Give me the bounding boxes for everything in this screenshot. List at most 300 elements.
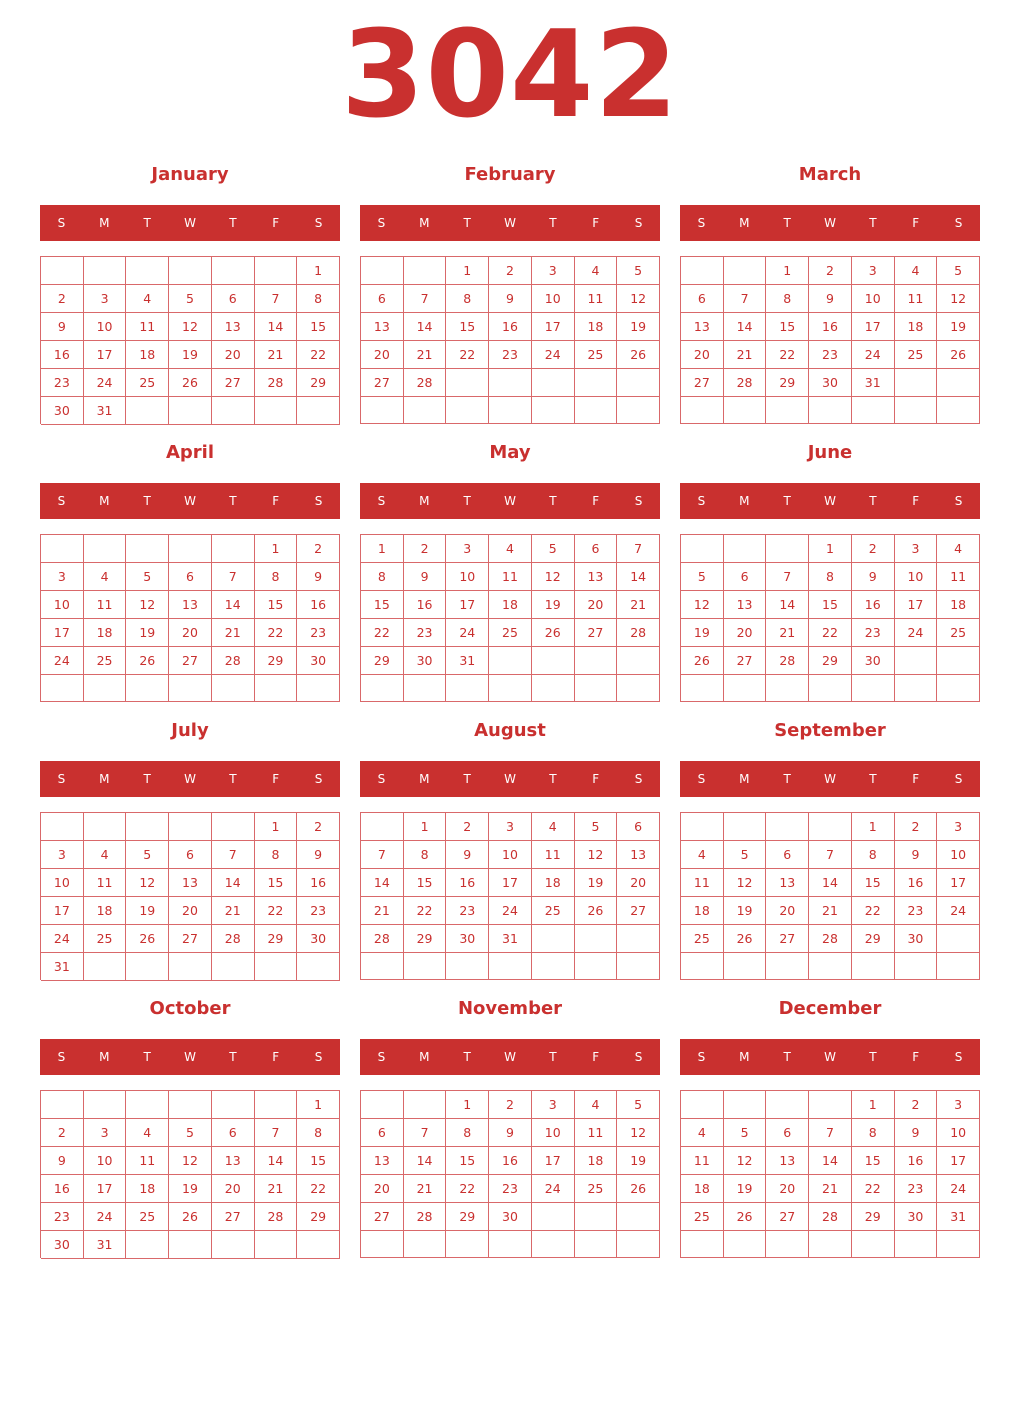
day-cell (895, 369, 938, 397)
day-cell (126, 1091, 169, 1119)
day-cell: 2 (489, 1091, 532, 1119)
day-cell (937, 647, 980, 675)
day-cell: 19 (724, 1175, 767, 1203)
day-cell (446, 953, 489, 980)
day-cell: 17 (532, 1147, 575, 1175)
day-cell: 9 (852, 563, 895, 591)
day-cell (617, 953, 660, 980)
day-cell: 28 (809, 925, 852, 953)
weekday-header (680, 1039, 980, 1075)
day-cell: 13 (766, 1147, 809, 1175)
day-cell: 9 (297, 841, 340, 869)
day-cell (809, 1091, 852, 1119)
day-cell: 1 (361, 535, 404, 563)
day-cell: 21 (766, 619, 809, 647)
day-cell: 25 (937, 619, 980, 647)
day-cell: 23 (297, 619, 340, 647)
day-cell: 2 (489, 257, 532, 285)
day-cell: 3 (937, 1091, 980, 1119)
day-cell: 21 (809, 1175, 852, 1203)
day-cell: 12 (126, 591, 169, 619)
day-cell: 29 (255, 647, 298, 675)
day-cell: 24 (895, 619, 938, 647)
day-cell (212, 397, 255, 425)
day-cell: 16 (41, 1175, 84, 1203)
day-cell: 20 (617, 869, 660, 897)
weekday-label: S (57, 772, 66, 786)
day-cell: 19 (681, 619, 724, 647)
day-cell (809, 953, 852, 980)
day-cell: 14 (212, 591, 255, 619)
weekday-label: F (912, 772, 920, 786)
weekday-label: T (229, 494, 237, 508)
weekday-label: S (314, 494, 323, 508)
day-cell (766, 1091, 809, 1119)
day-cell: 22 (297, 1175, 340, 1203)
weekday-label: M (739, 216, 750, 230)
day-cell: 23 (895, 1175, 938, 1203)
day-cell: 4 (489, 535, 532, 563)
day-cell (681, 953, 724, 980)
weekday-label: S (954, 216, 963, 230)
weekday-label: F (912, 494, 920, 508)
day-cell (575, 397, 618, 424)
day-cell (84, 953, 127, 981)
day-grid (680, 812, 980, 980)
day-cell: 17 (489, 869, 532, 897)
weekday-label: T (143, 772, 151, 786)
day-cell: 23 (41, 1203, 84, 1231)
day-cell (361, 675, 404, 702)
weekday-label: M (739, 772, 750, 786)
day-cell: 13 (724, 591, 767, 619)
day-cell: 5 (724, 1119, 767, 1147)
day-cell: 27 (212, 1203, 255, 1231)
day-cell: 16 (852, 591, 895, 619)
day-cell: 12 (169, 313, 212, 341)
day-cell (446, 369, 489, 397)
weekday-label: S (697, 1050, 706, 1064)
day-cell: 20 (212, 341, 255, 369)
weekday-label: S (57, 494, 66, 508)
day-cell (937, 925, 980, 953)
weekday-label: T (783, 216, 791, 230)
day-cell: 10 (41, 591, 84, 619)
day-cell: 4 (126, 1119, 169, 1147)
day-cell: 13 (361, 1147, 404, 1175)
day-cell: 19 (937, 313, 980, 341)
day-cell (169, 813, 212, 841)
day-cell (681, 813, 724, 841)
day-cell: 23 (489, 341, 532, 369)
day-cell (681, 1091, 724, 1119)
weekday-label: T (143, 1050, 151, 1064)
day-cell: 26 (169, 1203, 212, 1231)
weekday-label: M (739, 494, 750, 508)
day-cell: 7 (404, 285, 447, 313)
day-cell: 9 (489, 285, 532, 313)
day-cell: 26 (575, 897, 618, 925)
day-grid (360, 1090, 660, 1258)
day-cell: 13 (169, 869, 212, 897)
day-cell: 6 (724, 563, 767, 591)
day-cell: 30 (852, 647, 895, 675)
day-cell (852, 1231, 895, 1258)
day-cell: 3 (532, 1091, 575, 1119)
day-cell: 2 (852, 535, 895, 563)
weekday-label: F (272, 494, 280, 508)
day-cell: 4 (84, 563, 127, 591)
day-cell (532, 1231, 575, 1258)
day-cell: 31 (84, 397, 127, 425)
day-cell: 15 (766, 313, 809, 341)
day-cell: 19 (575, 869, 618, 897)
day-grid (680, 534, 980, 702)
day-cell (681, 675, 724, 702)
weekday-label: F (272, 1050, 280, 1064)
day-cell (361, 257, 404, 285)
weekday-label: W (824, 216, 836, 230)
day-cell (575, 675, 618, 702)
day-cell: 8 (852, 1119, 895, 1147)
day-cell (212, 675, 255, 702)
day-grid (40, 812, 340, 980)
day-cell (575, 369, 618, 397)
day-cell: 25 (126, 369, 169, 397)
day-grid (40, 256, 340, 424)
day-cell: 5 (126, 841, 169, 869)
day-cell (212, 257, 255, 285)
day-cell: 12 (126, 869, 169, 897)
day-cell: 28 (724, 369, 767, 397)
day-cell: 10 (84, 1147, 127, 1175)
day-cell (297, 1231, 340, 1259)
day-cell: 28 (766, 647, 809, 675)
weekday-label: M (419, 1050, 430, 1064)
day-cell (681, 535, 724, 563)
weekday-label: M (419, 216, 430, 230)
weekday-label: F (912, 216, 920, 230)
day-cell: 30 (489, 1203, 532, 1231)
day-cell (895, 1231, 938, 1258)
day-cell (617, 397, 660, 424)
day-cell: 24 (84, 1203, 127, 1231)
day-cell: 9 (297, 563, 340, 591)
day-cell: 11 (84, 869, 127, 897)
month-name: June (807, 442, 853, 463)
day-cell: 1 (446, 1091, 489, 1119)
day-cell (575, 647, 618, 675)
day-cell: 11 (575, 285, 618, 313)
day-cell (41, 675, 84, 702)
day-cell: 8 (404, 841, 447, 869)
day-cell: 2 (809, 257, 852, 285)
day-cell (41, 1091, 84, 1119)
day-cell: 21 (404, 341, 447, 369)
day-cell (937, 1231, 980, 1258)
day-cell (446, 675, 489, 702)
day-cell: 2 (404, 535, 447, 563)
day-cell (297, 397, 340, 425)
weekday-header (360, 761, 660, 797)
day-cell: 20 (361, 341, 404, 369)
day-cell (255, 397, 298, 425)
day-cell: 16 (489, 313, 532, 341)
day-cell: 15 (852, 869, 895, 897)
day-cell: 4 (681, 841, 724, 869)
day-cell (937, 397, 980, 424)
day-cell: 18 (84, 897, 127, 925)
day-cell (724, 675, 767, 702)
day-cell: 31 (937, 1203, 980, 1231)
day-cell (766, 535, 809, 563)
day-cell: 8 (297, 285, 340, 313)
day-cell (575, 1231, 618, 1258)
day-cell: 27 (724, 647, 767, 675)
day-cell: 25 (84, 647, 127, 675)
weekday-label: S (314, 772, 323, 786)
weekday-label: M (99, 1050, 110, 1064)
day-cell (404, 257, 447, 285)
day-cell: 9 (446, 841, 489, 869)
day-cell: 20 (724, 619, 767, 647)
day-cell: 24 (41, 925, 84, 953)
day-cell: 14 (404, 1147, 447, 1175)
day-cell: 30 (41, 1231, 84, 1259)
weekday-label: T (463, 216, 471, 230)
day-cell: 13 (681, 313, 724, 341)
day-cell: 7 (724, 285, 767, 313)
day-cell (84, 1091, 127, 1119)
day-cell: 20 (681, 341, 724, 369)
day-cell: 30 (446, 925, 489, 953)
weekday-label: T (783, 772, 791, 786)
day-cell: 12 (169, 1147, 212, 1175)
weekday-label: S (954, 772, 963, 786)
day-cell (84, 675, 127, 702)
day-cell: 8 (446, 1119, 489, 1147)
day-cell: 1 (255, 535, 298, 563)
day-cell (617, 675, 660, 702)
day-cell: 6 (681, 285, 724, 313)
day-cell (126, 535, 169, 563)
weekday-label: S (697, 216, 706, 230)
day-cell: 15 (446, 313, 489, 341)
weekday-header (40, 483, 340, 519)
day-cell: 24 (532, 1175, 575, 1203)
weekday-header (680, 761, 980, 797)
day-cell: 5 (126, 563, 169, 591)
day-cell: 7 (255, 285, 298, 313)
weekday-label: W (824, 772, 836, 786)
weekday-label: T (463, 772, 471, 786)
day-cell (575, 1203, 618, 1231)
day-cell (895, 397, 938, 424)
day-cell: 6 (361, 285, 404, 313)
weekday-header (360, 1039, 660, 1075)
day-cell: 18 (575, 1147, 618, 1175)
day-cell: 12 (724, 1147, 767, 1175)
month-name: August (474, 720, 546, 741)
day-cell (361, 953, 404, 980)
day-cell: 18 (84, 619, 127, 647)
day-cell (532, 675, 575, 702)
day-cell: 3 (41, 841, 84, 869)
weekday-label: W (184, 494, 196, 508)
weekday-label: T (229, 772, 237, 786)
day-cell: 10 (937, 1119, 980, 1147)
day-cell (617, 1203, 660, 1231)
day-cell: 29 (404, 925, 447, 953)
day-cell: 26 (532, 619, 575, 647)
day-cell: 21 (212, 897, 255, 925)
day-cell: 24 (532, 341, 575, 369)
day-cell: 13 (212, 1147, 255, 1175)
day-cell: 16 (895, 1147, 938, 1175)
day-cell: 7 (404, 1119, 447, 1147)
day-cell: 21 (724, 341, 767, 369)
day-cell: 13 (766, 869, 809, 897)
day-cell: 8 (297, 1119, 340, 1147)
weekday-label: S (314, 1050, 323, 1064)
month-name: February (464, 164, 556, 185)
day-cell: 26 (617, 1175, 660, 1203)
day-cell: 11 (84, 591, 127, 619)
day-cell: 16 (895, 869, 938, 897)
weekday-header (40, 761, 340, 797)
day-cell (724, 813, 767, 841)
day-cell (297, 675, 340, 702)
day-cell (169, 1091, 212, 1119)
day-cell: 14 (766, 591, 809, 619)
day-cell (617, 925, 660, 953)
day-cell: 17 (937, 869, 980, 897)
day-cell: 19 (617, 1147, 660, 1175)
day-cell: 18 (489, 591, 532, 619)
day-cell: 27 (617, 897, 660, 925)
day-cell: 15 (852, 1147, 895, 1175)
day-cell: 27 (169, 925, 212, 953)
day-cell: 15 (361, 591, 404, 619)
day-cell (404, 953, 447, 980)
day-cell: 19 (126, 897, 169, 925)
day-cell: 31 (852, 369, 895, 397)
day-cell: 4 (84, 841, 127, 869)
day-cell (212, 1091, 255, 1119)
day-cell: 8 (446, 285, 489, 313)
day-cell: 21 (255, 341, 298, 369)
day-cell: 15 (809, 591, 852, 619)
weekday-label: F (272, 216, 280, 230)
day-cell: 31 (446, 647, 489, 675)
day-cell (84, 535, 127, 563)
day-cell: 11 (532, 841, 575, 869)
day-cell: 4 (575, 257, 618, 285)
month-name: May (489, 442, 531, 463)
day-cell: 7 (361, 841, 404, 869)
day-cell: 16 (489, 1147, 532, 1175)
day-cell: 21 (404, 1175, 447, 1203)
day-cell: 2 (297, 813, 340, 841)
day-cell (84, 257, 127, 285)
day-cell (489, 953, 532, 980)
day-cell: 24 (489, 897, 532, 925)
day-cell: 9 (41, 1147, 84, 1175)
day-cell: 30 (895, 925, 938, 953)
day-cell (809, 813, 852, 841)
day-cell: 19 (126, 619, 169, 647)
day-cell: 6 (766, 1119, 809, 1147)
day-cell: 17 (852, 313, 895, 341)
day-grid (40, 1090, 340, 1258)
weekday-label: W (504, 494, 516, 508)
day-cell (489, 675, 532, 702)
day-cell: 24 (852, 341, 895, 369)
day-cell: 14 (255, 313, 298, 341)
day-cell: 10 (41, 869, 84, 897)
day-cell: 3 (446, 535, 489, 563)
day-cell: 3 (852, 257, 895, 285)
day-cell (212, 1231, 255, 1259)
day-cell: 6 (766, 841, 809, 869)
weekday-label: S (954, 494, 963, 508)
day-cell: 27 (575, 619, 618, 647)
day-cell: 1 (297, 257, 340, 285)
day-cell: 2 (895, 813, 938, 841)
weekday-label: S (634, 494, 643, 508)
day-cell: 16 (41, 341, 84, 369)
day-cell (446, 1231, 489, 1258)
day-cell: 17 (446, 591, 489, 619)
day-cell (212, 953, 255, 981)
day-cell: 8 (255, 563, 298, 591)
day-cell: 9 (489, 1119, 532, 1147)
day-cell (126, 1231, 169, 1259)
weekday-header (360, 205, 660, 241)
day-cell (169, 1231, 212, 1259)
day-cell: 18 (126, 341, 169, 369)
day-cell: 12 (575, 841, 618, 869)
day-cell: 1 (852, 1091, 895, 1119)
day-cell (532, 1203, 575, 1231)
day-cell (766, 397, 809, 424)
day-cell: 22 (809, 619, 852, 647)
day-cell: 19 (724, 897, 767, 925)
day-cell: 20 (575, 591, 618, 619)
weekday-label: S (57, 1050, 66, 1064)
day-cell: 26 (169, 369, 212, 397)
day-cell: 22 (297, 341, 340, 369)
day-cell (724, 1091, 767, 1119)
weekday-label: T (229, 1050, 237, 1064)
day-cell: 21 (809, 897, 852, 925)
day-cell (724, 1231, 767, 1258)
day-cell: 28 (404, 369, 447, 397)
day-cell: 9 (895, 841, 938, 869)
day-cell: 17 (41, 619, 84, 647)
day-cell (84, 813, 127, 841)
day-cell: 16 (404, 591, 447, 619)
day-cell: 9 (404, 563, 447, 591)
day-cell: 23 (809, 341, 852, 369)
day-grid (680, 1090, 980, 1258)
weekday-label: S (634, 1050, 643, 1064)
day-cell: 29 (297, 369, 340, 397)
day-cell: 14 (212, 869, 255, 897)
day-cell: 5 (724, 841, 767, 869)
day-cell: 8 (766, 285, 809, 313)
weekday-label: W (184, 216, 196, 230)
